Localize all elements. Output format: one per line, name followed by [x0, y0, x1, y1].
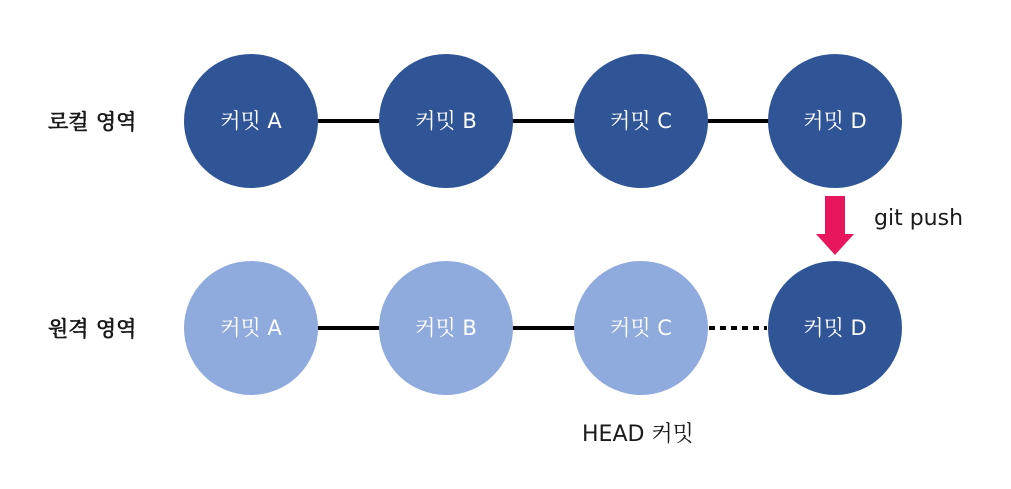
- head-commit-label: HEAD 커밋: [582, 422, 694, 447]
- local-commit-d-label: 커밋 D: [803, 109, 867, 133]
- remote-commit-c-label: 커밋 C: [610, 316, 672, 340]
- local-area-label: 로컬 영역: [48, 110, 137, 134]
- remote-commit-d-label: 커밋 D: [803, 316, 867, 340]
- local-commit-a-label: 커밋 A: [220, 109, 282, 133]
- remote-area-label: 원격 영역: [48, 317, 137, 341]
- remote-commit-b-label: 커밋 B: [415, 316, 477, 340]
- git-push-label: git push: [874, 206, 964, 231]
- push-arrow-icon: [816, 196, 854, 255]
- remote-commit-a-label: 커밋 A: [220, 316, 282, 340]
- local-commit-b-label: 커밋 B: [415, 109, 477, 133]
- local-commit-c-label: 커밋 C: [610, 109, 672, 133]
